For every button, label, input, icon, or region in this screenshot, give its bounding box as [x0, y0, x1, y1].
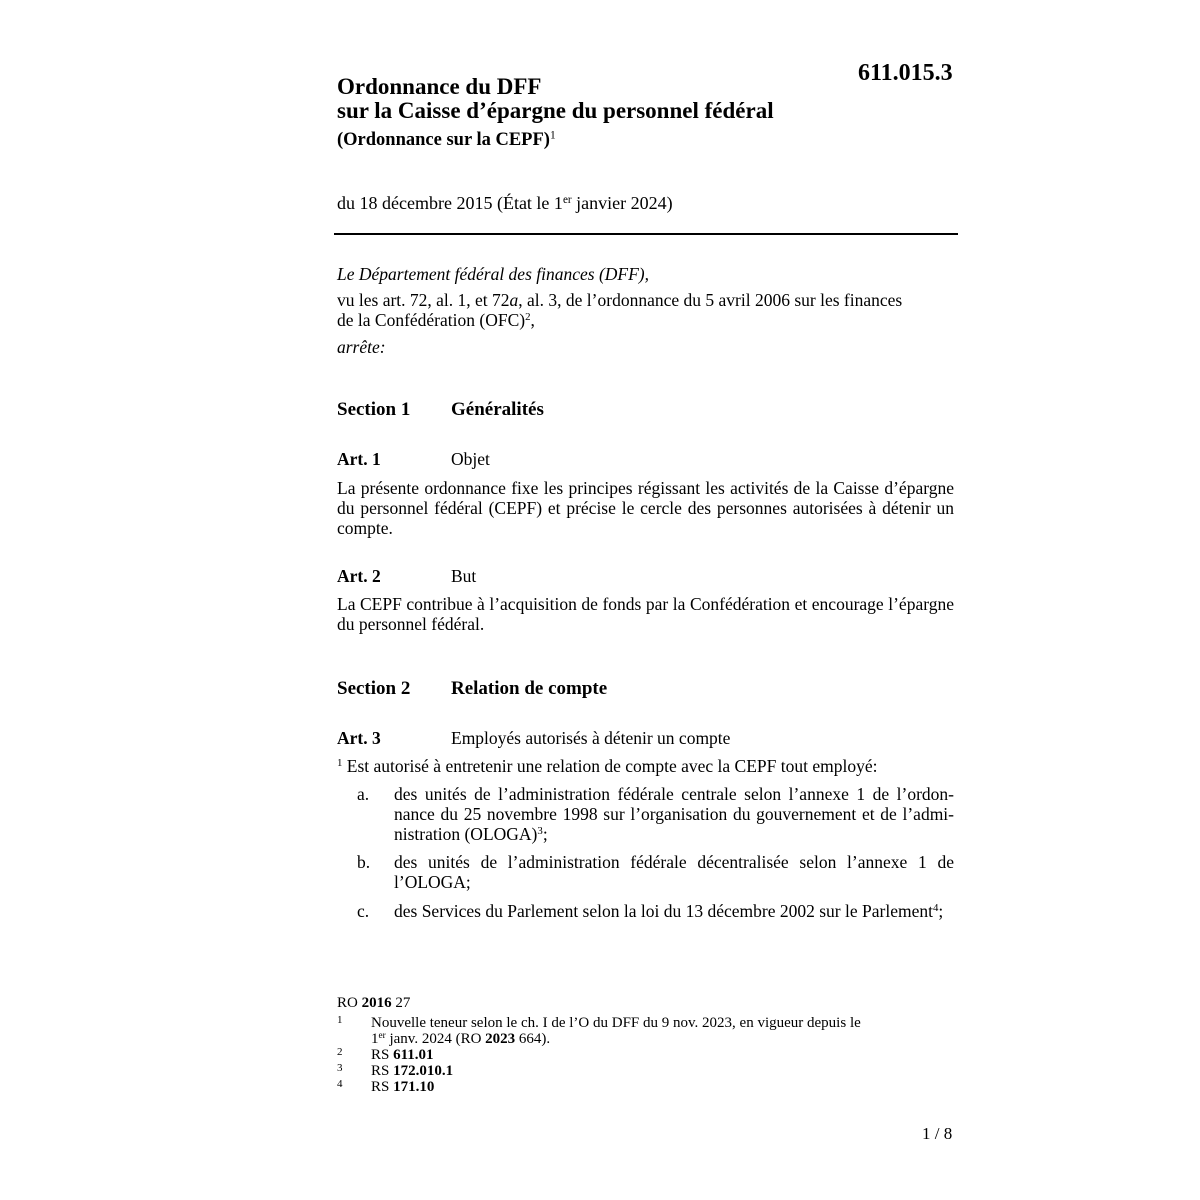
footnote-1-line-1: Nouvelle teneur selon le ch. I de l’O du DFF du 9 nov. 2023, en vigueur depuis le: [371, 1015, 861, 1031]
date-prefix: du 18 décembre 2015 (État le 1: [337, 193, 563, 213]
list-item-text: des Services du Parlement selon la loi du 13 décembre 2002 sur le Parlement: [394, 901, 933, 921]
title-line-3: [337, 130, 556, 151]
preamble-vu-line-1: [337, 290, 902, 311]
art-2-title: But: [451, 566, 477, 586]
art-2-text: La CEPF contribue à l’acquisition de fonds par la Confédération et encourage l’épargne du personnel fédéral.: [337, 594, 954, 634]
vu-line2-text-a: de la Confédération (OFC): [337, 310, 526, 330]
ro-year: 2016: [361, 995, 392, 1011]
art-3-intro-text: Est autorisé à entretenir une relation de compte avec la CEPF tout employé:: [342, 756, 878, 776]
footnote-1-number: 1: [337, 1014, 343, 1026]
rs-number[interactable]: 611.01: [393, 1047, 434, 1063]
preamble-vu-line-2: [337, 310, 535, 331]
list-item-label: b.: [357, 852, 371, 872]
preamble-authority: Le Département fédéral des finances (DFF),: [337, 264, 650, 284]
header-divider: [334, 233, 958, 235]
sr-number: 611.015.3: [858, 60, 953, 86]
footnote-3: [371, 1063, 453, 1080]
footnote-ref-1[interactable]: 1: [549, 129, 556, 142]
fn1-text: janv. 2024 (RO: [385, 1031, 486, 1047]
art-1-title: Objet: [451, 449, 490, 469]
art-3-title: Employés autorisés à détenir un compte: [451, 728, 731, 748]
art-3-intro: [337, 756, 877, 777]
art-3-label: Art. 3: [337, 728, 381, 748]
ro-page: 27: [391, 995, 411, 1011]
list-item-b: [357, 852, 954, 892]
section-1-label: Section 1: [337, 399, 411, 420]
date-suffix: janvier 2024): [571, 193, 673, 213]
list-item-label: a.: [357, 784, 370, 804]
rs-number[interactable]: 171.10: [393, 1079, 435, 1095]
paragraph-number: 1: [337, 757, 343, 770]
list-item-label: c.: [357, 901, 370, 921]
rs-number[interactable]: 172.010.1: [393, 1063, 454, 1079]
date-line: [337, 193, 673, 214]
title-line-1: Ordonnance du DFF: [337, 74, 542, 99]
preamble-arrete: arrête:: [337, 337, 386, 357]
footnote-1-line-2: [371, 1031, 550, 1048]
art-1-label: Art. 1: [337, 449, 381, 469]
footnote-ref-3[interactable]: 3: [537, 825, 543, 838]
section-1-title: Généralités: [451, 399, 544, 420]
date-sup: er: [562, 193, 572, 206]
list-item-a: [357, 784, 954, 844]
fn1-ro-page: 664).: [515, 1031, 551, 1047]
page-number: 1 / 8: [922, 1124, 953, 1143]
footnote-ref-2[interactable]: 2: [525, 311, 531, 324]
rs-prefix: RS: [371, 1063, 394, 1079]
vu-text-italic: a: [509, 290, 519, 310]
section-2-label: Section 2: [337, 678, 411, 699]
vu-text-b: , al. 3, de l’ordonnance du 5 avril 2006 sur les finances: [518, 290, 903, 310]
ro-reference: [337, 995, 410, 1012]
rs-prefix: RS: [371, 1079, 394, 1095]
art-1-text: La présente ordonnance fixe les principes régissant les activités de la Caisse d’épargne du personnel fédéral (CEPF) et précise le cercle des personnes autorisées à détenir un compte.: [337, 478, 954, 538]
fn1-day: 1: [371, 1031, 379, 1047]
list-item-c: [357, 901, 954, 921]
footnote-4-number: 4: [337, 1078, 343, 1090]
footnote-ref-4[interactable]: 4: [932, 902, 939, 915]
list-item-text: des unités de l’administration fédérale décentralisée selon l’annexe 1 de l’OLOGA;: [394, 852, 954, 892]
footnote-2-number: 2: [337, 1046, 343, 1058]
footnote-2: [371, 1047, 434, 1064]
vu-text-a: vu les art. 72, al. 1, et 72: [337, 290, 510, 310]
title-line-2: sur la Caisse d’épargne du personnel fédéral: [337, 98, 774, 123]
list-item-text-end: ;: [938, 901, 944, 921]
fn1-sup: er: [378, 1030, 386, 1041]
section-2-title: Relation de compte: [451, 678, 608, 699]
list-item-text-end: ;: [542, 824, 548, 844]
vu-line2-text-b: ,: [530, 310, 535, 330]
fn1-ro-year: 2023: [485, 1031, 516, 1047]
short-title: (Ordonnance sur la CEPF): [337, 130, 550, 150]
ro-prefix: RO: [337, 995, 362, 1011]
list-item-text: des unités de l’administration fédérale centrale selon l’annexe 1 de l’ordonnance du 25 novembre 1998 sur l’organisation du gouvernement et de l’administration (OLOGA): [394, 784, 954, 844]
footnote-4: [371, 1079, 434, 1096]
footnote-3-number: 3: [337, 1062, 343, 1074]
art-2-label: Art. 2: [337, 566, 381, 586]
rs-prefix: RS: [371, 1047, 394, 1063]
